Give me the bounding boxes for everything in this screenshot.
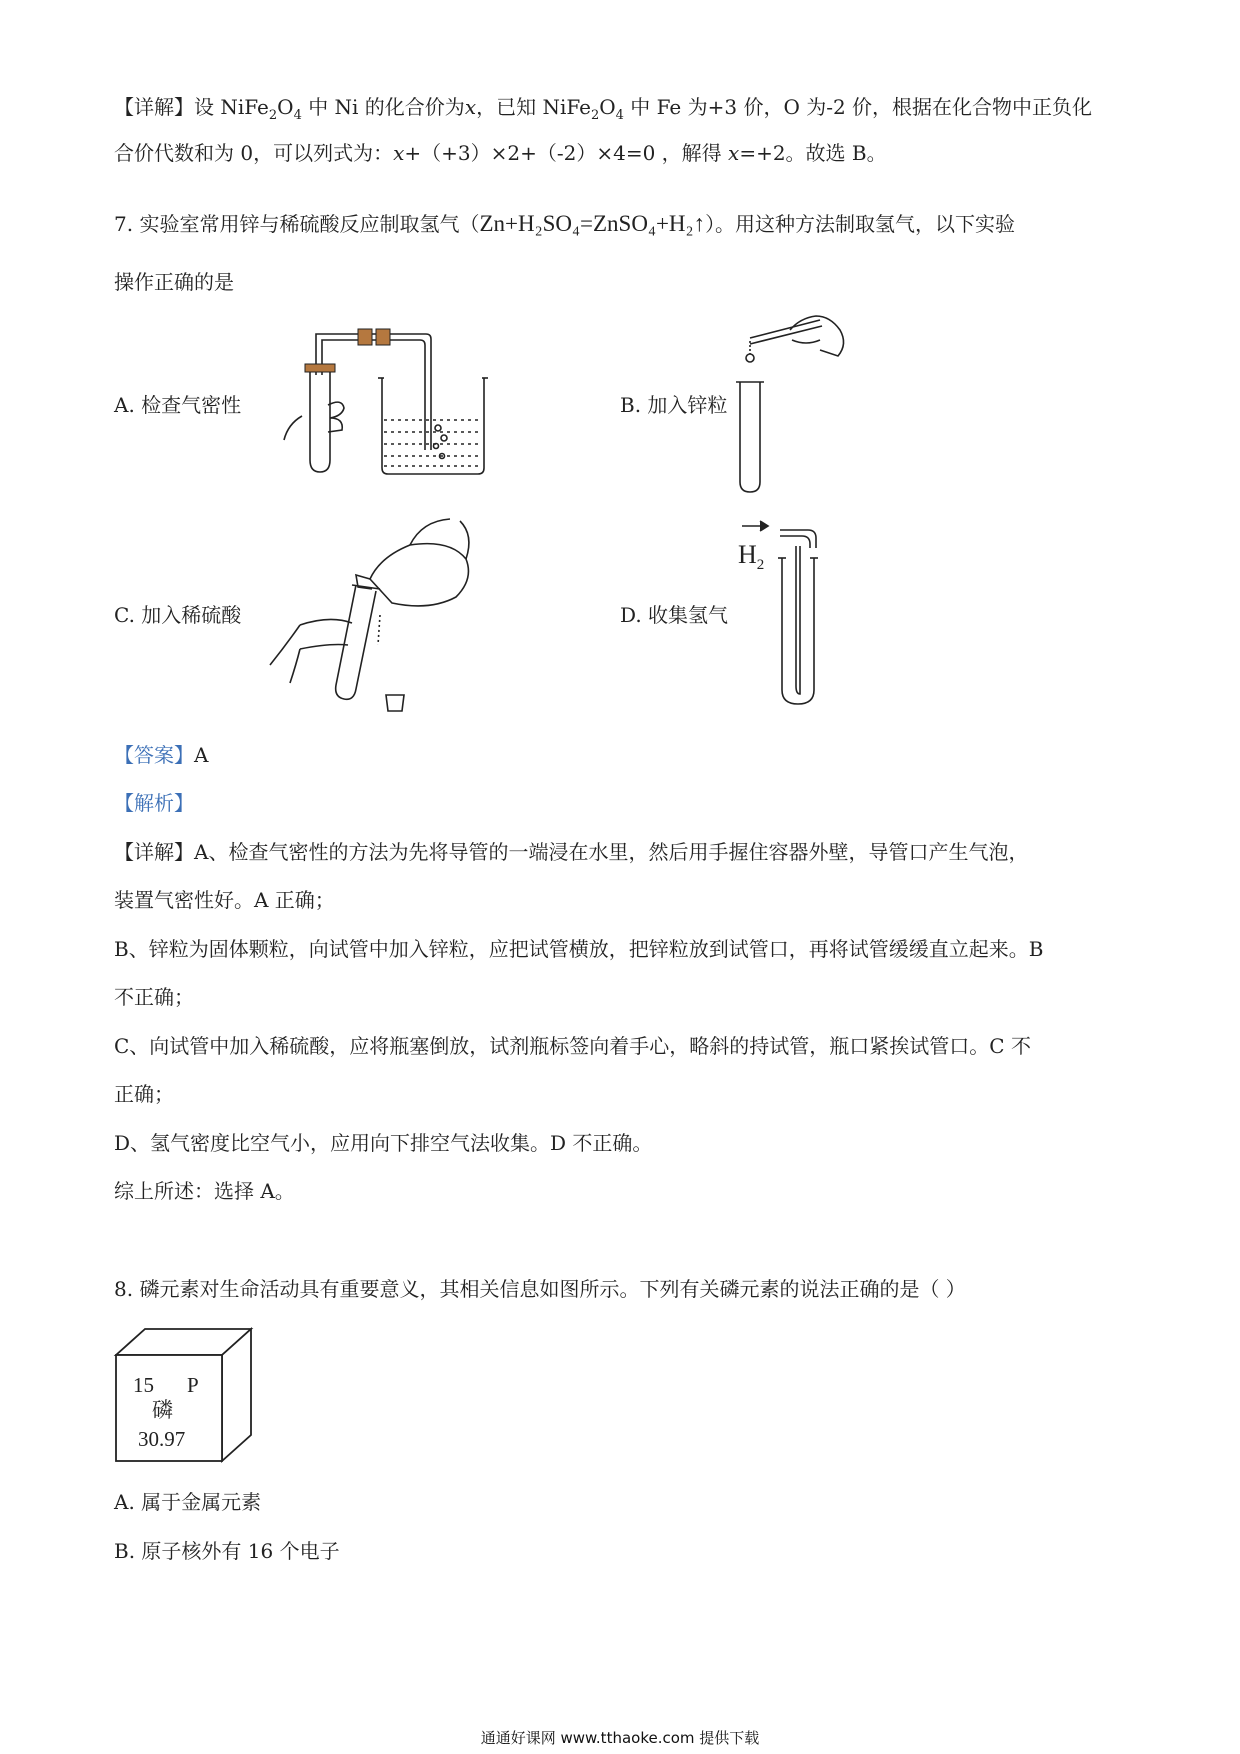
element-name: 磷 xyxy=(152,1398,173,1422)
q6-variable: x xyxy=(393,141,405,165)
q7-detail-line-3: B、锌粒为固体颗粒，向试管中加入锌粒，应把试管横放，把锌粒放到试管口，再将试管缓缓直立起来。B xyxy=(114,937,1044,961)
q7-detail-line-4: 不正确； xyxy=(114,985,194,1009)
q6-subscript: 2 xyxy=(590,108,600,123)
q7-detail-line-7: D、氢气密度比空气小，应用向下排空气法收集。D 不正确。 xyxy=(114,1131,653,1155)
q7-stem-text: ）。用这种方法制取氢气，以下实验 xyxy=(705,212,1016,236)
q7-answer-line xyxy=(114,741,208,769)
q6-text: =+2。故选 B。 xyxy=(739,141,887,165)
q6-text: 中 Fe 为+3 价，O 为-2 价，根据在化合物中正负化 xyxy=(623,95,1093,119)
q7-option-a: A. 检查气密性 xyxy=(114,393,242,417)
figure-d-h2-label xyxy=(738,540,764,580)
q8-option-b: B. 原子核外有 16 个电子 xyxy=(114,1539,340,1563)
figure-b-add-zinc xyxy=(730,310,850,490)
q6-variable: x xyxy=(464,95,477,119)
element-atomic-mass: 30.97 xyxy=(138,1427,186,1451)
h2-symbol: H xyxy=(738,540,757,569)
q7-detail-tag: 【详解】 xyxy=(114,840,194,864)
q6-subscript: 4 xyxy=(615,108,624,123)
q6-text: +（+3）×2+（-2）×4=0 ，解得 xyxy=(404,141,729,165)
q6-detail-line-2 xyxy=(114,139,887,167)
q8-option-a: A. 属于金属元素 xyxy=(114,1490,262,1514)
q6-variable: x xyxy=(728,141,740,165)
q7-detail-line-6: 正确； xyxy=(114,1082,174,1106)
q7-option-b: B. 加入锌粒 xyxy=(620,393,728,417)
q7-option-c: C. 加入稀硫酸 xyxy=(114,603,242,627)
q7-detail-text: A、检查气密性的方法为先将导管的一端浸在水里，然后用手握住容器外壁，导管口产生气泡， xyxy=(194,840,1029,864)
q7-detail-line-1 xyxy=(114,838,1028,866)
element-atomic-number: 15 xyxy=(133,1373,154,1397)
q6-detail-tag: 【详解】 xyxy=(114,95,194,119)
q6-text: O xyxy=(277,95,294,119)
q6-text: ，已知 NiFe xyxy=(476,95,591,119)
q6-detail-line-1 xyxy=(114,93,1092,130)
q7-option-d: D. 收集氢气 xyxy=(620,603,729,627)
element-symbol: P xyxy=(187,1373,199,1397)
q7-detail-line-5: C、向试管中加入稀硫酸，应将瓶塞倒放，试剂瓶标签向着手心，略斜的持试管，瓶口紧挨试管口。C 不 xyxy=(114,1034,1031,1058)
q6-subscript: 2 xyxy=(268,108,278,123)
q7-equation: Zn+H₂SO₄=ZnSO₄+H₂↑ xyxy=(479,211,706,236)
q6-text: 中 Ni 的化合价为 xyxy=(301,95,465,119)
q6-text: O xyxy=(599,95,616,119)
answer-tag: 【答案】 xyxy=(114,743,194,767)
q8-stem: 8. 磷元素对生命活动具有重要意义，其相关信息如图所示。下列有关磷元素的说法正确的是（ ） xyxy=(114,1277,966,1301)
figure-c-add-acid xyxy=(260,515,480,715)
answer-value: A xyxy=(194,743,209,767)
q7-detail-line-8: 综上所述：选择 A。 xyxy=(114,1179,295,1203)
q7-stem-line-1 xyxy=(114,210,1015,238)
q6-text: 设 NiFe xyxy=(194,95,269,119)
h2-subscript: 2 xyxy=(756,557,765,574)
analysis-tag: 【解析】 xyxy=(114,791,194,815)
q6-text: 合价代数和为 0，可以列式为： xyxy=(114,141,394,165)
figure-a-airtightness-check xyxy=(280,320,470,480)
q7-stem-line-2: 操作正确的是 xyxy=(114,270,234,294)
q6-subscript: 4 xyxy=(293,108,302,123)
q7-stem-text: 7. 实验室常用锌与稀硫酸反应制取氢气（ xyxy=(114,212,480,236)
q7-detail-line-2: 装置气密性好。A 正确； xyxy=(114,888,335,912)
page-footer: 通通好课网 www.tthaoke.com 提供下载 xyxy=(480,1729,760,1747)
